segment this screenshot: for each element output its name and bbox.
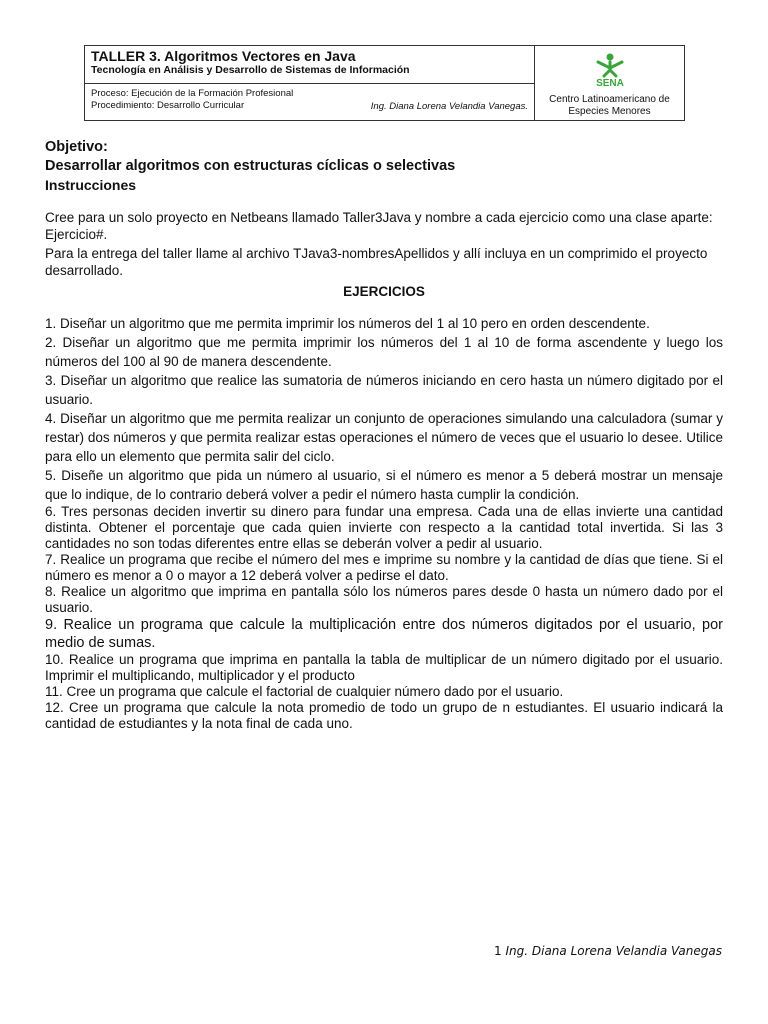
objective-text: Desarrollar algoritmos con estructuras cíclicas o selectivas xyxy=(45,158,456,174)
exercise-item: 11. Cree un programa que calcule el factorial de cualquier número dado por el usuario. xyxy=(45,684,564,699)
document-subtitle: Tecnología en Análisis y Desarrollo de Sistemas de Información xyxy=(91,64,410,76)
center-name xyxy=(549,94,670,118)
instruction-2: Para la entrega del taller llame al archivo TJava3-nombresApellidos y allí incluya en un comprimido el proyecto desarrollado. xyxy=(45,246,708,278)
exercise-item: 2. Diseñar un algoritmo que me permita imprimir los números del 1 al 10 de forma ascendente y luego los números del 100 al 90 de manera descendente. xyxy=(45,335,723,369)
exercise-item: 4. Diseñar un algoritmo que me permita realizar un conjunto de operaciones simulando una calculadora (sumar y restar) dos números y que permita realizar estas operaciones el número de veces que el usuario lo desee. Utilice para ello un elemento que permita salir del ciclo. xyxy=(45,411,723,464)
header-process-cell xyxy=(85,84,535,120)
procedure-text: Procedimiento: Desarrollo Curricular xyxy=(91,100,245,111)
objective-label: Objetivo: xyxy=(45,139,108,155)
header-author: Ing. Diana Lorena Velandia Vanegas. xyxy=(370,101,528,112)
sena-logo-text: SENA xyxy=(595,78,624,89)
exercise-item: 10. Realice un programa que imprima en pantalla la tabla de multiplicar de un número digitado por el usuario. Imprimir el multiplicando, multiplicador y el producto xyxy=(45,652,723,683)
exercise-item: 5. Diseñe un algoritmo que pida un número al usuario, si el número es menor a 5 deberá mostrar un mensaje que lo indique, de lo contrario deberá volver a pedir el número hasta cumplir la condición. xyxy=(45,468,723,502)
exercise-item: 6. Tres personas deciden invertir su dinero para fundar una empresa. Cada una de ellas invierte una cantidad distinta. Obtener el porcentaje que cada quien invierte con respecto a la cantidad total invertida. Si las 3 cantidades no son todas diferentes entre ellas se deberán volver a pedir al usuario. xyxy=(45,504,723,551)
page-number: 1 xyxy=(494,944,502,958)
center-name-line1: Centro Latinoamericano de xyxy=(549,94,670,105)
page-footer xyxy=(494,944,722,958)
center-name-line2: Especies Menores xyxy=(568,106,651,117)
document-header xyxy=(84,45,685,121)
exercise-item: 12. Cree un programa que calcule la nota promedio de todo un grupo de n estudiantes. El usuario indicará la cantidad de estudiantes y la nota final de cada uno. xyxy=(45,700,723,731)
document-title: TALLER 3. Algoritmos Vectores en Java xyxy=(91,48,356,64)
exercise-item: 7. Realice un programa que recibe el número del mes e imprime su nombre y la cantidad de días que tiene. Si el número es menor a 0 o mayor a 12 deberá volver a pedirse el dato. xyxy=(45,552,723,583)
document-body xyxy=(45,138,723,732)
footer-author: Ing. Diana Lorena Velandia Vanegas xyxy=(505,944,722,958)
exercise-item: 9. Realice un programa que calcule la multiplicación entre dos números digitados por el usuario, por medio de sumas. xyxy=(45,617,723,651)
exercise-item: 1. Diseñar un algoritmo que me permita imprimir los números del 1 al 10 pero en orden descendente. xyxy=(45,316,650,331)
exercise-item: 3. Diseñar un algoritmo que realice las sumatoria de números iniciando en cero hasta un número digitado por el usuario. xyxy=(45,373,723,407)
header-title-cell xyxy=(85,46,535,84)
exercise-list xyxy=(45,314,723,732)
instructions-label: Instrucciones xyxy=(45,177,137,193)
exercises-heading: EJERCICIOS xyxy=(343,284,425,299)
instruction-1: Cree para un solo proyecto en Netbeans llamado Taller3Java y nombre a cada ejercicio como una clase aparte: Ejercicio#. xyxy=(45,210,713,242)
header-logo-cell xyxy=(535,46,684,120)
exercise-item: 8. Realice un algoritmo que imprima en pantalla sólo los números pares desde 0 hasta un número dado por el usuario. xyxy=(45,584,723,615)
sena-logo xyxy=(586,52,634,90)
process-text: Proceso: Ejecución de la Formación Profesional xyxy=(91,88,294,99)
